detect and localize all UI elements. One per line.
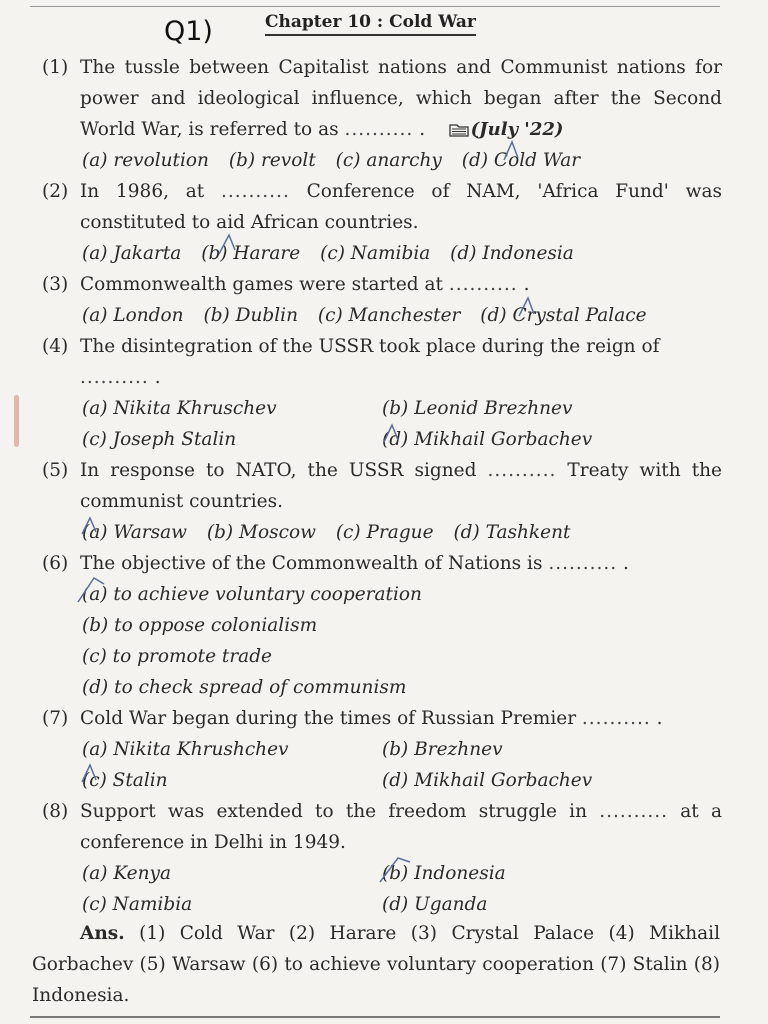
question-4: [42, 331, 722, 393]
bottom-rule: [30, 1016, 720, 1018]
option-d[interactable]: (d) to check spread of communism: [82, 677, 407, 698]
option-d[interactable]: (d) Tashkent: [453, 522, 571, 543]
option-a[interactable]: (a) Warsaw: [82, 522, 187, 543]
option-b[interactable]: (b) revolt: [228, 150, 316, 171]
option-b[interactable]: (b) Moscow: [206, 522, 316, 543]
exam-tag: [449, 119, 564, 140]
top-rule: [30, 6, 720, 7]
option-d[interactable]: (d) Mikhail Gorbachev: [382, 770, 593, 791]
answer-key: [32, 918, 720, 1011]
option-c[interactable]: (c) Joseph Stalin: [82, 429, 237, 450]
option-d[interactable]: (d) Cold War: [461, 150, 581, 171]
options-3: [82, 300, 722, 331]
question-number: (1): [42, 57, 69, 78]
question-label: Q1): [164, 16, 213, 47]
answer-blank: ..........: [344, 119, 414, 140]
options-8: [82, 858, 722, 920]
question-7: [42, 703, 722, 734]
question-3: [42, 269, 722, 300]
options-1: [82, 145, 722, 176]
question-6: [42, 548, 722, 579]
question-number: (5): [42, 460, 69, 481]
margin-smudge: [14, 395, 19, 447]
answer-blank: ..........: [487, 460, 557, 481]
answer-blank: ..........: [448, 274, 518, 295]
question-tail: .: [154, 367, 161, 388]
question-number: (7): [42, 708, 69, 729]
exam-book-icon: [449, 123, 469, 137]
option-b[interactable]: (b) to oppose colonialism: [82, 615, 318, 636]
option-a[interactable]: (a) Kenya: [82, 863, 172, 884]
option-a[interactable]: (a) London: [82, 305, 184, 326]
option-c[interactable]: (c) Manchester: [317, 305, 461, 326]
options-5: [82, 517, 722, 548]
question-number: (4): [42, 336, 69, 357]
option-a[interactable]: (a) Jakarta: [82, 243, 182, 264]
question-text: The tussle between Capitalist nations and Communist nations for power and ideological influence, which began after the Second World War, is referred to as: [80, 57, 722, 140]
option-c[interactable]: (c) to promote trade: [82, 646, 272, 667]
option-c[interactable]: (c) Namibia: [82, 894, 193, 915]
option-d[interactable]: (d) Crystal Palace: [480, 305, 647, 326]
question-text-before: Support was extended to the freedom struggle in: [80, 801, 587, 822]
question-text: Cold War began during the times of Russian Premier: [80, 708, 577, 729]
answer-blank: ..........: [581, 708, 651, 729]
option-a[interactable]: (a) revolution: [82, 150, 209, 171]
answer-blank: ..........: [80, 367, 149, 388]
question-text-after: Conference of NAM, 'Africa Fund' was constituted to aid African countries.: [80, 181, 722, 233]
option-c[interactable]: (c) Prague: [335, 522, 434, 543]
option-a[interactable]: (a) Nikita Khrushchev: [82, 739, 289, 760]
option-b[interactable]: (b) Indonesia: [382, 863, 506, 884]
option-b[interactable]: (b) Brezhnev: [382, 739, 503, 760]
question-number: (2): [42, 181, 69, 202]
chapter-title: Chapter 10 : Cold War: [265, 12, 476, 36]
option-d[interactable]: (d) Indonesia: [450, 243, 574, 264]
question-8: [42, 796, 722, 858]
option-d[interactable]: (d) Mikhail Gorbachev: [382, 429, 593, 450]
answer-blank: ..........: [548, 553, 618, 574]
option-b[interactable]: (b) Dublin: [203, 305, 298, 326]
question-text-after: at a conference in Delhi in 1949.: [80, 801, 723, 853]
question-text: The disintegration of the USSR took place during the reign of: [80, 336, 660, 357]
answer-label: Ans.: [80, 923, 125, 944]
option-d[interactable]: (d) Uganda: [382, 894, 488, 915]
option-c[interactable]: (c) anarchy: [335, 150, 442, 171]
option-a[interactable]: (a) to achieve voluntary cooperation: [82, 584, 422, 605]
question-tail: .: [623, 553, 629, 574]
options-6: [82, 579, 722, 703]
question-text-before: In 1986, at: [80, 181, 205, 202]
options-7: [82, 734, 722, 796]
question-tail: .: [419, 119, 426, 140]
question-2: [42, 176, 722, 238]
question-number: (3): [42, 274, 69, 295]
option-c[interactable]: (c) Namibia: [320, 243, 431, 264]
options-4: [82, 393, 722, 455]
option-c[interactable]: (c) Stalin: [82, 770, 168, 791]
option-b[interactable]: (b) Harare: [201, 243, 301, 264]
question-5: [42, 455, 722, 517]
question-number: (8): [42, 801, 69, 822]
options-2: [82, 238, 722, 269]
question-text: Commonwealth games were started at: [80, 274, 443, 295]
option-b[interactable]: (b) Leonid Brezhnev: [382, 398, 573, 419]
answer-text: (1) Cold War (2) Harare (3) Crystal Palace (4) Mikhail Gorbachev (5) Warsaw (6) to achieve voluntary cooperation (7) Stalin (8) Indonesia.: [32, 923, 720, 1006]
option-a[interactable]: (a) Nikita Khruschev: [82, 398, 277, 419]
question-number: (6): [42, 553, 69, 574]
question-text: The objective of the Commonwealth of Nations is: [80, 553, 543, 574]
question-text-before: In response to NATO, the USSR signed: [80, 460, 477, 481]
question-tail: .: [523, 274, 530, 295]
answer-blank: ..........: [599, 801, 669, 822]
question-1: [42, 52, 722, 145]
answer-blank: ..........: [221, 181, 290, 202]
exam-tag-text: (July '22): [470, 119, 564, 140]
question-text-after: Treaty with the communist countries.: [80, 460, 722, 512]
question-tail: .: [656, 708, 663, 729]
